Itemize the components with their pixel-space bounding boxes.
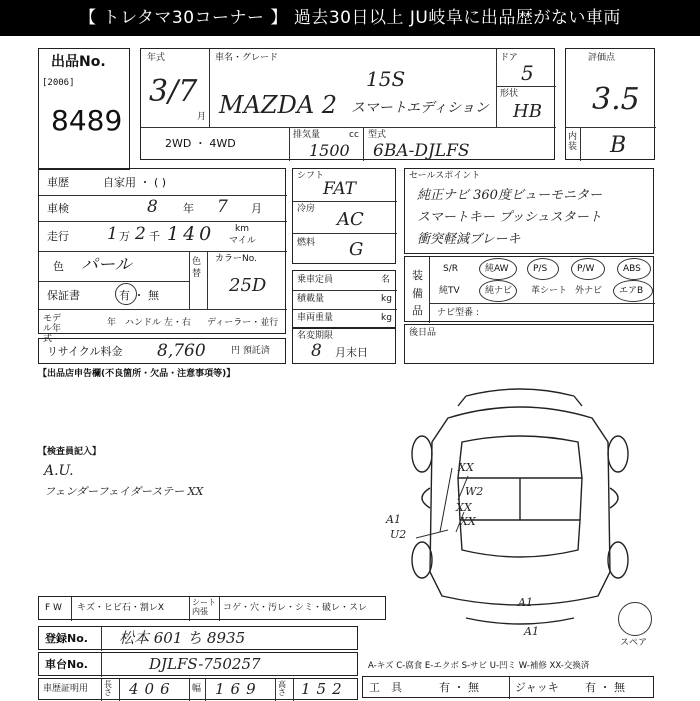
equip-pw: P/W	[577, 264, 595, 274]
spare-label: スペア	[620, 638, 648, 648]
weight-unit: kg	[381, 313, 392, 323]
weight-label: 車両重量	[297, 313, 334, 323]
width-value: 169	[215, 680, 262, 698]
tools-options: 有 ・ 無	[439, 681, 479, 694]
interior-value: B	[610, 133, 627, 158]
mark-xx-2: XX	[456, 501, 472, 514]
jack-label: ジャッキ	[515, 681, 559, 694]
capacity-unit: 名	[381, 275, 391, 285]
equip-sr: S/R	[443, 264, 458, 274]
load-label: 積載量	[297, 294, 325, 304]
door-label: ドア	[500, 53, 518, 63]
equip-ext-navi: 外ナビ	[575, 286, 603, 296]
load-unit: kg	[381, 294, 392, 304]
registration-label: 登録No.	[45, 632, 88, 645]
warranty-options: 有 ・ 無	[119, 289, 159, 302]
mark-w2: W2	[465, 485, 484, 498]
capacity-label: 乗車定員	[297, 275, 334, 285]
shift-value: FAT	[323, 179, 357, 199]
fw-options: キズ・ヒビ石・割レX	[77, 603, 164, 613]
lot-number: 8489	[51, 104, 123, 137]
shape-label: 形状	[500, 89, 519, 99]
jack-options: 有 ・ 無	[585, 681, 625, 694]
year-tag: [2006]	[42, 78, 75, 88]
mark-a1-bottom: A1	[518, 596, 533, 609]
navi-model-label: ナビ型番 :	[437, 308, 479, 318]
name-change-label: 名変期限	[297, 331, 334, 341]
fuel-value: G	[349, 239, 364, 260]
grade-top: 15S	[366, 67, 406, 91]
cc-value: 1500	[309, 141, 350, 160]
lot-label: 出品No.	[51, 54, 106, 70]
chassis-value: DJLFS-750257	[149, 655, 261, 673]
mileage-label: 走行	[47, 230, 69, 243]
warranty-circle	[115, 283, 137, 305]
length-value: 406	[129, 680, 176, 698]
width-label: 幅	[192, 684, 202, 694]
year-label: 年式	[147, 53, 166, 63]
inspection-month: 7	[217, 197, 228, 217]
chassis-label: 車台No.	[45, 658, 88, 671]
capacity-box	[292, 270, 396, 328]
color-value: パール	[81, 255, 132, 275]
mileage-unit-km: km	[235, 224, 249, 234]
model-year-unit: 年	[107, 318, 117, 328]
ac-label: 冷房	[297, 204, 316, 214]
length-label: 長さ	[104, 680, 112, 697]
equip-aw: 純AW	[485, 264, 509, 274]
circle-ps	[527, 258, 559, 280]
cc-label: 排気量	[293, 130, 321, 140]
sales-line-1: 純正ナビ 360度ビューモニター	[417, 188, 602, 203]
interior-label: 内装	[568, 132, 578, 152]
recycle-box	[38, 338, 286, 364]
equip-tv: 純TV	[439, 286, 460, 296]
score-value: 3.5	[592, 82, 640, 117]
inspector-line-2: フェンダーフェイダーステー XX	[44, 485, 204, 498]
sales-line-3: 衝突軽減ブレーキ	[417, 232, 521, 247]
mark-xx-1: XX	[458, 461, 474, 474]
height-label: 高さ	[278, 680, 286, 697]
equipment-box	[404, 256, 654, 322]
drive-label: 2WD ・ 4WD	[165, 137, 236, 150]
mileage-rest: 140	[167, 223, 216, 245]
door-value: 5	[521, 61, 534, 85]
recycle-value: 8,760	[157, 341, 206, 361]
vehicle-detail-box	[38, 168, 286, 344]
grade-value: スマートエディション	[351, 100, 489, 116]
recycle-label: リサイクル料金	[47, 345, 123, 358]
circle-navi	[479, 280, 517, 302]
sales-point-box	[404, 168, 654, 254]
mark-xx-3: XX	[460, 515, 476, 528]
sales-point-label: セールスポイント	[409, 171, 481, 181]
color-label: 色	[53, 260, 64, 273]
equip-abs: ABS	[623, 264, 641, 274]
mileage-thousand-unit: 千	[149, 230, 160, 243]
equip-airbag: エアB	[619, 286, 644, 296]
dealer-label: ディーラー・並行	[207, 318, 279, 328]
warranty-label: 保証書	[47, 289, 80, 302]
color-change-label: 色替	[192, 257, 202, 279]
handle-label: ハンドル 左・右	[125, 318, 191, 328]
chassis-row	[38, 652, 358, 676]
score-label: 評価点	[588, 53, 616, 63]
model-year-label: モデル年式	[43, 314, 62, 344]
lot-box	[38, 48, 130, 170]
seller-note-label: 【出品店申告欄(不良箇所・欠品・注意事項等)】	[38, 369, 236, 379]
auction-sheet	[0, 36, 700, 700]
inspection-month-unit: 月	[251, 202, 262, 215]
after-items-label: 後日品	[409, 328, 437, 338]
fuel-label: 燃料	[297, 238, 316, 248]
car-name-value: MAZDA 2	[219, 91, 338, 119]
color-no-label: カラーNo.	[215, 254, 257, 264]
mark-arrows	[380, 456, 490, 556]
history-label: 車歴	[47, 176, 69, 189]
spec-box	[292, 168, 396, 264]
equip-ps: P/S	[533, 264, 548, 274]
tools-label: 工 具	[369, 681, 402, 694]
shift-label: シフト	[297, 171, 325, 181]
name-change-value: 8	[311, 341, 322, 361]
score-box	[565, 48, 655, 160]
registration-value: 松本 601 ち 8935	[119, 629, 246, 647]
inspector-line-1: A.U.	[44, 463, 74, 479]
size-row	[38, 678, 358, 700]
mark-u2: U2	[390, 528, 407, 541]
year-value: 3/7	[149, 74, 198, 109]
mileage-thousand: 2	[135, 224, 146, 244]
inspector-label: 【検査員記入】	[38, 447, 102, 457]
mileage-unit-mile: マイル	[229, 236, 256, 246]
registration-row	[38, 626, 358, 650]
year-unit: 月	[197, 112, 207, 122]
mileage-man: 1	[107, 224, 118, 244]
fw-seat-row	[38, 596, 386, 620]
inspection-year-unit: 年	[183, 202, 194, 215]
cc-unit: cc	[349, 130, 359, 140]
history-options: 自家用 ・ ( )	[103, 176, 167, 189]
fw-label: F W	[45, 603, 62, 613]
seat-options: コゲ・穴・汚レ・シミ・破レ・スレ	[223, 603, 368, 613]
name-change-box	[292, 328, 396, 364]
after-items-box	[404, 324, 654, 364]
model-value: 6BA-DJLFS	[373, 141, 470, 161]
inspection-year: 8	[147, 197, 158, 217]
size-label: 車歴証明用	[43, 684, 89, 694]
circle-abs	[617, 258, 651, 280]
equip-leather: 革シート	[531, 286, 568, 296]
page-header: 【 トレタマ30コーナー 】 過去30日以上 JU岐阜に出品歴がない車両	[0, 0, 700, 36]
shape-value: HB	[513, 101, 542, 122]
sales-line-2: スマートキー プッシュスタート	[417, 210, 602, 225]
recycle-unit: 円 預託済	[231, 346, 270, 356]
vehicle-info-box	[140, 48, 555, 160]
color-no-value: 25D	[229, 275, 267, 296]
inspection-label: 車検	[47, 202, 69, 215]
mark-a1-left: A1	[386, 513, 401, 526]
circle-aw	[479, 258, 517, 280]
name-change-unit: 月末日	[335, 346, 368, 359]
ac-value: AC	[337, 209, 364, 230]
tools-jack-row	[362, 676, 654, 698]
height-value: 152	[301, 680, 348, 698]
circle-airbag	[613, 280, 653, 302]
seat-label: シート内張	[192, 598, 216, 616]
model-label: 型式	[368, 130, 387, 140]
spare-tire-icon	[618, 602, 652, 636]
equipment-label: 装備品	[412, 269, 423, 318]
mileage-man-unit: 万	[119, 230, 130, 243]
circle-pw	[571, 258, 605, 280]
equip-navi: 純ナビ	[485, 286, 513, 296]
damage-legend: A-キズ C-腐食 E-エクボ S-サビ U-凹ミ W-補修 XX-交換済	[368, 661, 590, 671]
name-grade-label: 車名・グレード	[215, 53, 279, 63]
mark-a1-bottom-2: A1	[524, 625, 539, 638]
